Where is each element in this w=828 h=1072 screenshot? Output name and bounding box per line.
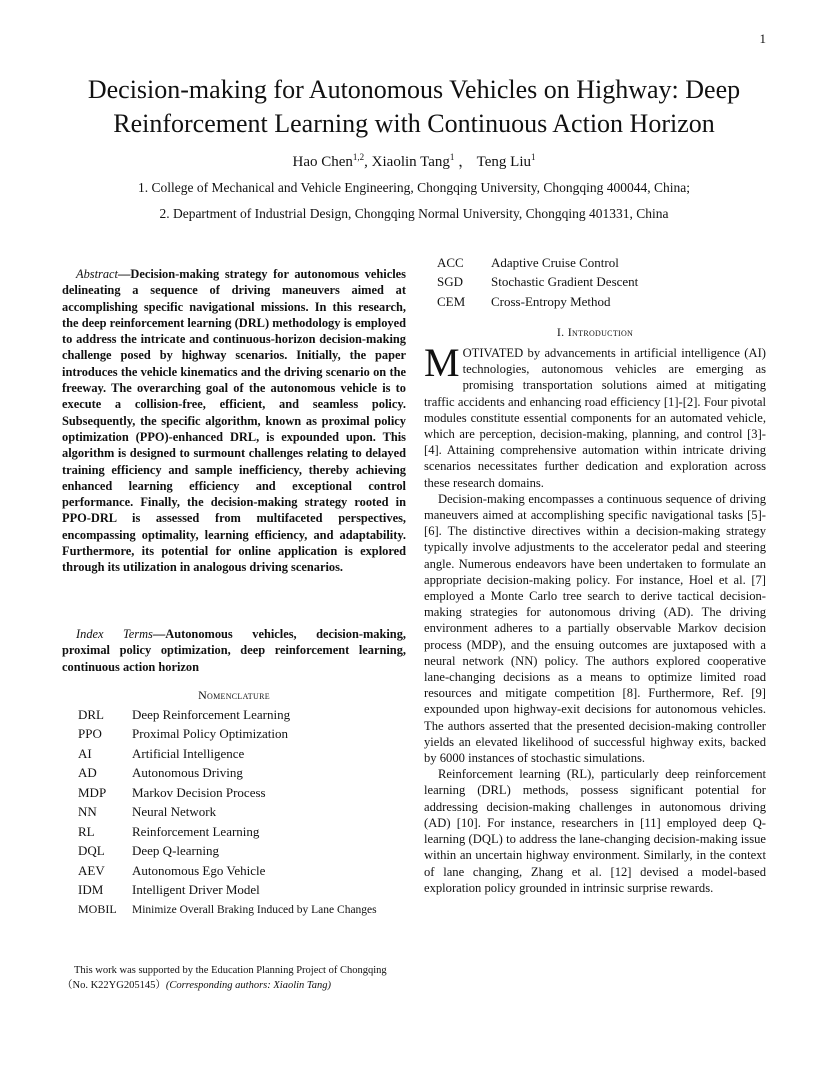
author-affiliation-mark: 1,2: [352, 152, 365, 162]
author-name: Teng Liu: [476, 154, 531, 170]
page-number: 1: [759, 31, 766, 46]
nomenclature-row: [78, 861, 408, 881]
nomenclature-row: [437, 273, 767, 293]
nomenclature-abbr: DRL: [78, 706, 104, 722]
nomenclature-abbr: DQL: [78, 843, 105, 859]
index-terms-label: Index Terms: [76, 627, 153, 641]
nomenclature-definition: Artificial Intelligence: [132, 745, 245, 761]
footnote-corresponding: (Corresponding authors: Xiaolin Tang): [165, 980, 332, 991]
footnote-grant-number: （No. K22YG205145）: [62, 980, 166, 991]
author-separator: ，: [454, 154, 477, 170]
intro-paragraph-1: [424, 340, 766, 491]
nomenclature-abbr: ACC: [437, 254, 464, 270]
nomenclature-abbr: MDP: [78, 784, 107, 800]
intro-paragraph-1-text: OTIVATED by advancements in artificial intelligence (AI) technologies, autonomous vehicles are emerging as promising transportation solutions aimed at mitigating traffic accidents and enhancing road efficiency [1]-[2]. Four pivotal modules constitute essential components for an automated vehicle, which are perception, decision-making, planning, and control [3]-[4]. Attaining comprehensive automation within intricate driving scenarios necessitates further dedication and exploration across these research domains.: [424, 346, 766, 490]
nomenclature-row: [78, 705, 408, 725]
nomenclature-abbr: SGD: [437, 274, 464, 290]
nomenclature-row: [78, 803, 408, 823]
author-name: Hao Chen: [292, 154, 353, 170]
nomenclature-abbr: PPO: [78, 726, 102, 742]
abstract-label: Abstract: [76, 267, 118, 281]
nomenclature-row: [78, 881, 408, 901]
nomenclature-definition: Deep Q-learning: [132, 843, 219, 859]
nomenclature-row: [437, 253, 767, 273]
nomenclature-abbr: CEM: [437, 293, 466, 309]
nomenclature-list: [78, 705, 408, 920]
title-line-1: Decision-making for Autonomous Vehicles on Highway: Deep: [87, 75, 741, 104]
nomenclature-abbr: AI: [78, 745, 92, 761]
abstract-text: —Decision-making strategy for autonomous vehicles delineating a sequence of driving maneuvers aimed at accomplishing specific navigational missions. In this research, the deep reinforcement learning (DRL) methodology is employed to address the intricate and continuous-horizon decision-making challenge posed by highway scenarios. Initially, the paper introduces the vehicle kinematics and the driving scenario on the freeway. The overarching goal of the autonomous vehicle is to execute a collision-free, efficient, and seamless policy. Subsequently, the specific algorithm, known as proximal policy optimization (PPO)-enhanced DRL, is expounded upon. This algorithm is designed to surmount challenges relating to delayed training efficiency and sample inefficiency, thereby achieving enhanced learning efficiency and exceptional control performance. Finally, the decision-making strategy rooted in PPO-DRL is assessed from multifaceted perspectives, encompassing optimality, learning efficiency, and adaptability. Furthermore, its potential for online application is explored through its utilization in analogous driving scenarios.: [62, 267, 406, 575]
nomenclature-definition: Adaptive Cruise Control: [491, 254, 619, 270]
drop-cap: M: [424, 340, 460, 385]
abstract: [62, 266, 406, 576]
nomenclature-definition: Proximal Policy Optimization: [132, 726, 288, 742]
nomenclature-abbr: NN: [78, 804, 97, 820]
section-heading-introduction: I. Introduction: [556, 325, 634, 339]
introduction-body: [424, 340, 766, 896]
nomenclature-row: [437, 292, 767, 312]
nomenclature-list-continued: [437, 253, 767, 312]
nomenclature-heading: Nomenclature: [198, 688, 270, 702]
title-line-2: Reinforcement Learning with Continuous Action Horizon: [113, 109, 715, 138]
nomenclature-definition: Neural Network: [132, 804, 217, 820]
nomenclature-row: [78, 900, 408, 920]
footnote: [62, 963, 412, 993]
author-affiliation-mark: 1: [531, 152, 536, 162]
nomenclature-abbr: RL: [78, 823, 95, 839]
nomenclature-definition: Autonomous Driving: [132, 765, 243, 781]
nomenclature-abbr: AEV: [78, 862, 105, 878]
nomenclature-row: [78, 842, 408, 862]
author-list: [40, 150, 788, 171]
nomenclature-row: [78, 822, 408, 842]
nomenclature-definition: Markov Decision Process: [132, 784, 266, 800]
nomenclature-abbr: IDM: [78, 882, 104, 898]
intro-paragraph-2: Decision-making encompasses a continuous sequence of driving maneuvers aimed at accomplishing specific navigational tasks [5]-[6]. The distinctive directives within a decision-making strategy typically involve adjustments to the accelerator pedal and steering angle. Numerous endeavors have been undertaken to formulate an appropriate decision-making policy. For instance, Hoel et al. [7] employed a Monte Carlo tree search to derive tactical decision-making strategies for autonomous driving (AD). The driving environment adheres to a partially observable Markov decision process (MDP), and the ensuing outcomes are juxtaposed with a neural network (NN) policy. The authors explored cooperative lane-changing decisions as a means to optimize limited road resources and mitigate competition [8]. Furthermore, Ref. [9] expounded upon highway-exit decisions for autonomous vehicles. The authors asserted that the presented decision-making controller yields an elevated likelihood of successful highway exits, backed by 6000 instances of stochastic simulations.: [424, 491, 766, 766]
nomenclature-definition: Reinforcement Learning: [132, 823, 260, 839]
affiliation-1: 1. College of Mechanical and Vehicle Engineering, Chongqing University, Chongqing 400044, China;: [138, 180, 690, 195]
nomenclature-abbr: AD: [78, 765, 97, 781]
author-separator: ,: [364, 154, 372, 170]
nomenclature-definition: Stochastic Gradient Descent: [491, 274, 639, 290]
index-terms-text: —Autonomous vehicles, decision-making, proximal policy optimization, deep reinforcement learning, continuous action horizon: [62, 627, 406, 674]
nomenclature-definition: Intelligent Driver Model: [132, 882, 260, 898]
nomenclature-row: [78, 744, 408, 764]
affiliation-2: 2. Department of Industrial Design, Chongqing Normal University, Chongqing 401331, China: [159, 206, 669, 221]
nomenclature-row: [78, 764, 408, 784]
author-name: Xiaolin Tang: [371, 154, 450, 170]
author-affiliation-mark: 1: [449, 152, 455, 162]
paper-title: [40, 73, 788, 141]
footnote-grant-line: [62, 978, 412, 993]
nomenclature-definition: Minimize Overall Braking Induced by Lane Changes: [132, 903, 377, 916]
footnote-funding: This work was supported by the Education Planning Project of Chongqing: [74, 965, 387, 976]
nomenclature-abbr: MOBIL: [78, 902, 117, 917]
index-terms: [62, 626, 406, 675]
nomenclature-row: [78, 783, 408, 803]
nomenclature-definition: Cross-Entropy Method: [491, 293, 611, 309]
nomenclature-definition: Deep Reinforcement Learning: [132, 706, 291, 722]
intro-paragraph-3: Reinforcement learning (RL), particularly deep reinforcement learning (DRL) methods, possess significant potential for addressing decision-making challenges in autonomous driving (AD) [10]. For instance, researchers in [11] employed deep Q-learning (DQL) to address the lane-changing decision-making issue within an uncertain highway environment. Similarly, in the context of lane changing, Zhang et al. [12] devised a model-based exploration policy grounded in intrinsic surprise rewards.: [424, 767, 766, 895]
nomenclature-definition: Autonomous Ego Vehicle: [132, 862, 266, 878]
nomenclature-row: [78, 725, 408, 745]
